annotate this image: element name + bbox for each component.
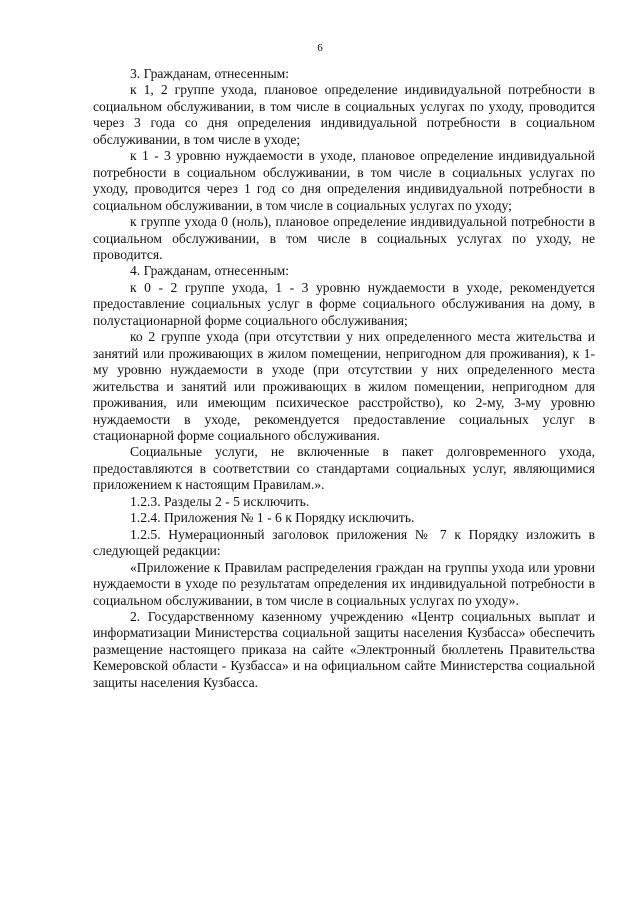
paragraph-3-group-0: к группе ухода 0 (ноль), плановое определение индивидуальной потребности в социальном обслуживании, в том числе в социальных услугах по уходу, не проводится. bbox=[93, 214, 595, 262]
paragraph-appendix-title: «Приложение к Правилам распределения граждан на группы ухода или уровни нуждаемости в уходе по результатам определения их индивидуальной потребности в социальном обслуживании, в том числе в социальных услугах по уходу». bbox=[93, 559, 595, 608]
paragraph-social-services: Социальные услуги, не включенные в пакет долговременного ухода, предоставляются в соответствии со стандартами социальных услуг, являющимися приложением к настоящим Правилам.». bbox=[93, 444, 595, 493]
paragraph-1-2-4: 1.2.4. Приложения № 1 - 6 к Порядку исключить. bbox=[130, 510, 415, 526]
paragraph-4-stationary-care: ко 2 группе ухода (при отсутствии у них определенного места жительства и занятий или проживающих в жилом помещении, непригодном для проживания), к 1-му уровню нуждаемости в уходе (при отсутствии у них определенного места жительства и занятий или проживающих в жилом помещении, непригодном для проживания, или имеющим психическое расстройство), ко 2-му, 3-му уровню нуждаемости в уходе, рекомендуется предоставление социальных услуг в стационарной форме социального обслуживания. bbox=[93, 329, 595, 443]
paragraph-3-level-1-3: к 1 - 3 уровню нуждаемости в уходе, плановое определение индивидуальной потребности в социальном обслуживании, в том числе в социальных услугах по уходу, проводится через 1 год со дня определения индивидуальной потребности в социальном обслуживании, в том числе в социальных услугах по уходу; bbox=[93, 148, 595, 213]
paragraph-4-heading: 4. Гражданам, отнесенным: bbox=[130, 263, 289, 279]
paragraph-4-home-care: к 0 - 2 группе ухода, 1 - 3 уровню нуждаемости в уходе, рекомендуется предоставление социальных услуг в форме социального обслуживания на дому, в полустационарной форме социального обслуживания; bbox=[93, 279, 595, 328]
paragraph-2-publication: 2. Государственному казенному учреждению «Центр социальных выплат и информатизации Министерства социальной защиты населения Кузбасса» обеспечить размещение настоящего приказа на сайте «Электронный бюллетень Правительства Кемеровской области - Кузбасса» и на официальном сайте Министерства социальной защиты населения Кузбасса. bbox=[93, 608, 595, 690]
page-number: 6 bbox=[317, 42, 323, 54]
paragraph-1-2-5: 1.2.5. Нумерационный заголовок приложения № 7 к Порядку изложить в следующей редакции: bbox=[93, 526, 595, 559]
paragraph-3-heading: 3. Гражданам, отнесенным: bbox=[130, 66, 289, 81]
paragraph-3-group-1-2: к 1, 2 группе ухода, плановое определение индивидуальной потребности в социальном обслуживании, в том числе в социальных услугах по уходу, проводится через 3 года со дня определения индивидуальной потребности в социальном обслуживании, в том числе в уходе; bbox=[93, 82, 595, 147]
document-body bbox=[93, 66, 595, 691]
paragraph-1-2-3: 1.2.3. Разделы 2 - 5 исключить. bbox=[130, 493, 310, 509]
